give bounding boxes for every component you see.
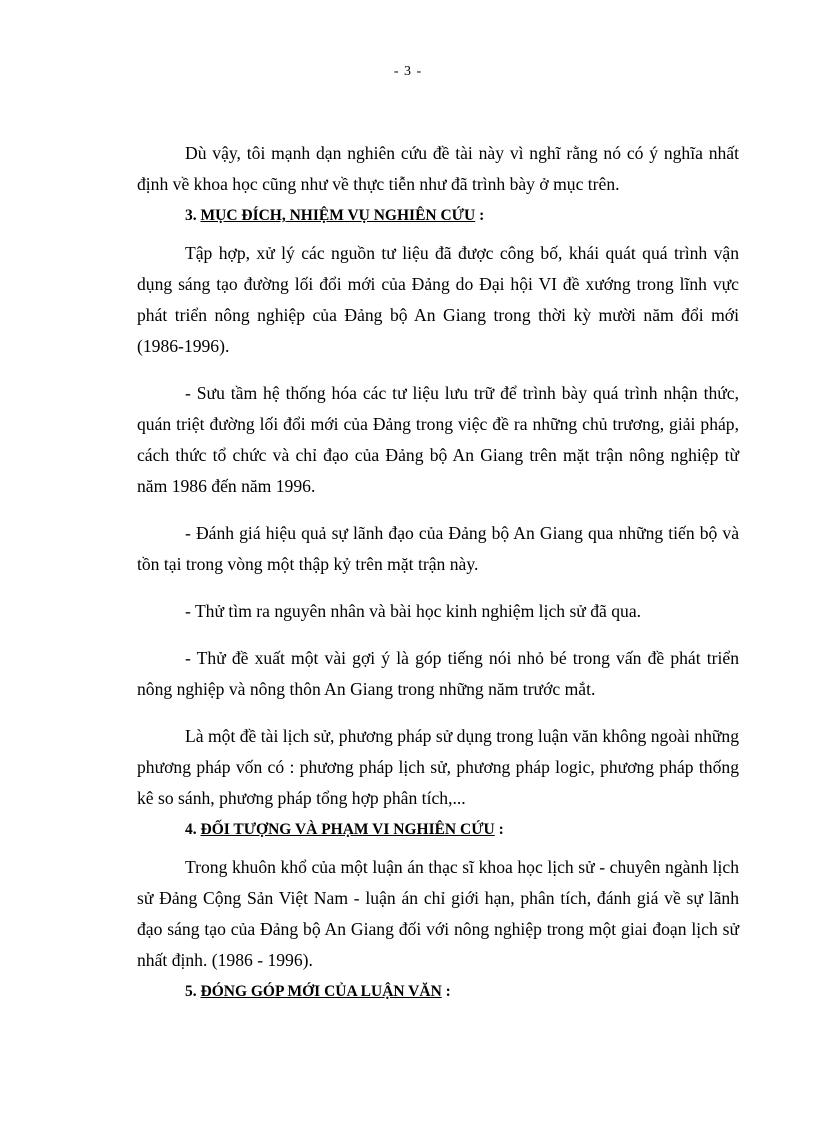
paragraph-goals: Tập hợp, xử lý các nguồn tư liệu đã được công bố, khái quát quá trình vận dụng sáng tạo đường lối đổi mới của Đảng do Đại hội VI đề xướng trong lĩnh vực phát triển nông nghiệp của Đảng bộ An Giang trong thời kỳ mười năm đổi mới (1986-1996). xyxy=(137,243,739,356)
section-title-5: ĐÓNG GÓP MỚI CỦA LUẬN VĂN xyxy=(200,983,442,1000)
paragraph-task-causes: - Thử tìm ra nguyên nhân và bài học kinh nghiệm lịch sử đã qua. xyxy=(185,601,642,621)
paragraph-task-evaluate: - Đánh giá hiệu quả sự lãnh đạo của Đảng bộ An Giang qua những tiến bộ và tồn tại trong vòng một thập kỷ trên mặt trận này. xyxy=(137,523,739,574)
section-title-4: ĐỐI TƯỢNG VÀ PHẠM VI NGHIÊN CỨU xyxy=(200,821,495,838)
section-suffix-5: : xyxy=(441,983,451,1000)
document-body xyxy=(137,138,739,1007)
page-number: - 3 - xyxy=(393,64,423,79)
section-suffix-4: : xyxy=(494,821,504,838)
paragraph-intro: Dù vậy, tôi mạnh dạn nghiên cứu đề tài này vì nghĩ rằng nó có ý nghĩa nhất định về khoa học cũng như về thực tiễn như đã trình bày ở mục trên. xyxy=(137,143,739,194)
paragraph-scope: Trong khuôn khổ của một luận án thạc sĩ khoa học lịch sử - chuyên ngành lịch sử Đảng Cộng Sản Việt Nam - luận án chỉ giới hạn, phân tích, đánh giá về sự lãnh đạo sáng tạo của Đảng bộ An Giang đối với nông nghiệp trong một giai đoạn lịch sử nhất định. (1986 - 1996). xyxy=(137,857,739,970)
section-suffix-3: : xyxy=(475,207,485,224)
section-title-3: MỤC ĐÍCH, NHIỆM VỤ NGHIÊN CỨU xyxy=(200,207,476,224)
paragraph-task-suggest: - Thử đề xuất một vài gợi ý là góp tiếng nói nhỏ bé trong vấn đề phát triển nông nghiệp và nông thôn An Giang trong những năm trước mắt. xyxy=(137,648,739,699)
section-number-5: 5. xyxy=(185,983,197,1000)
paragraph-task-collect: - Sưu tầm hệ thống hóa các tư liệu lưu trữ để trình bày quá trình nhận thức, quán triệt đường lối đổi mới của Đảng trong việc đề ra những chủ trương, giải pháp, cách thức tổ chức và chỉ đạo của Đảng bộ An Giang trên mặt trận nông nghiệp từ năm 1986 đến năm 1996. xyxy=(137,383,739,496)
section-heading-4 xyxy=(137,814,739,845)
section-number-4: 4. xyxy=(185,821,197,838)
section-heading-5 xyxy=(137,976,739,1007)
paragraph-methods: Là một đề tài lịch sử, phương pháp sử dụng trong luận văn không ngoài những phương pháp vốn có : phương pháp lịch sử, phương pháp logic, phương pháp thống kê so sánh, phương pháp tổng hợp phân tích,... xyxy=(137,726,739,808)
section-number-3: 3. xyxy=(185,207,197,224)
section-heading-3 xyxy=(137,200,739,231)
